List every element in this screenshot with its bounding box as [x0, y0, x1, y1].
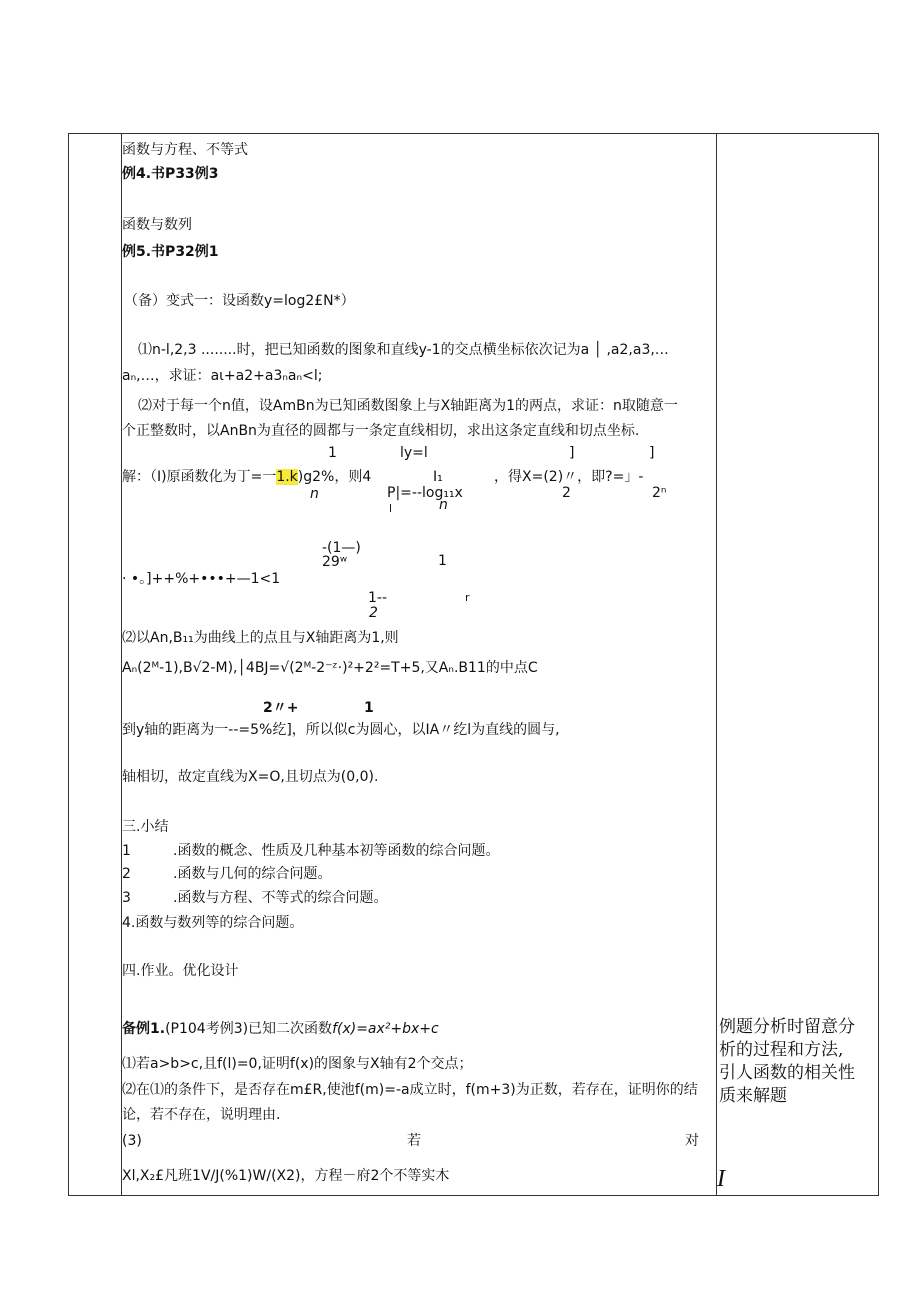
solution-two-n: 2ⁿ: [652, 485, 667, 501]
fraction-below: 1--: [368, 590, 388, 606]
fraction-numerator: -(1—): [322, 540, 361, 556]
summary-item-1-num: 1: [122, 843, 131, 859]
solution-bracket-1: ]: [569, 445, 575, 461]
summary-item-2-num: 2: [122, 866, 131, 882]
side-mark: I: [717, 1166, 725, 1192]
part-2-solution-line2: Aₙ(2ᴹ-1),B√2-M),│4BJ=√(2ᴹ-2⁻ᶻ·)²+2²=T+5,又Aₙ.B11的中点C: [122, 660, 538, 676]
teaching-note: [719, 1016, 877, 1108]
fraction-one: 1: [438, 553, 447, 569]
question-3-line2: Xl,X₂£凡班1V/J(%1)W/(X2)，方程－府2个不等实木: [122, 1168, 450, 1184]
solution-result: ，得X=(2)〃，即?=」-: [494, 469, 644, 485]
question-3-num: (3): [122, 1133, 142, 1149]
part-2-solution-line3: 到y轴的距离为一--=5%纥]，所以似c为圆心，以IA〃纥l为直线的圆与,: [122, 722, 560, 738]
solution-line: [122, 469, 371, 485]
fraction-r: r: [465, 591, 470, 604]
variant-title: （备）变式一：设函数y=log2£N*）: [124, 293, 355, 309]
question-2-line1: ⑵在⑴的条件下，是否存在m£R,使池f(m)=-a成立时，f(m+3)为正数，若存在，证明你的结: [122, 1082, 698, 1098]
backup-example-source: (P104考例3)已知二次函数: [165, 1021, 333, 1037]
solution-l1: I₁: [433, 469, 443, 485]
solution-l-small: l: [389, 502, 393, 515]
summary-title: 三.小结: [122, 819, 169, 835]
solution-prefix: 解：（I)原函数化为丁=一: [122, 469, 277, 485]
column-divider-right: [716, 133, 717, 1196]
solution-highlight: 1.k: [276, 469, 298, 485]
problem-part-1-line1: ⑴n-l,2,3 ........时，把已知函数的图象和直线y-1的交点横坐标依次记为a │ ,a2,a3,…: [138, 342, 669, 358]
homework-title: 四.作业。优化设计: [122, 963, 239, 979]
summary-item-3: .函数与方程、不等式的综合问题。: [173, 890, 388, 906]
example-4: 例4.书P33例3: [122, 166, 219, 182]
problem-part-2-line2: 个正整数时，以AnBn为直径的圆都与一条定直线相切，求出这条定直线和切点坐标.: [122, 423, 640, 439]
summary-item-2: .函数与几何的综合问题。: [173, 866, 332, 882]
fraction-below-2: 2: [369, 605, 378, 621]
solution-frac-top-ly: ly=l: [400, 445, 428, 461]
example-5: 例5.书P32例1: [122, 244, 219, 260]
backup-example-title: [122, 1021, 439, 1037]
problem-part-1-line2: aₙ,…，求证：aι+a2+a3ₙaₙ<l;: [122, 368, 323, 384]
fraction-denominator: 29ʷ: [322, 554, 348, 570]
solution-plog: P|=--log₁₁x: [387, 485, 463, 501]
part-2-solution-line1: ⑵以An,B₁₁为曲线上的点且与X轴距离为1,则: [122, 630, 399, 646]
question-3-ruo: 若: [407, 1133, 421, 1149]
solution-frac-top-1: 1: [328, 445, 337, 461]
solution-suffix: )g2%，则4: [297, 469, 372, 485]
part-2-solution-line4: 轴相切，故定直线为X=O,且切点为(0,0).: [122, 769, 379, 785]
solution-two: 2: [562, 485, 571, 501]
part-2-frac-num-b: 1: [364, 700, 374, 716]
question-2-line2: 论，若不存在，说明理由.: [122, 1107, 281, 1123]
backup-example-formula: f(x)=ax²+bx+c: [332, 1021, 439, 1037]
backup-example-label: 备例1.: [122, 1021, 166, 1037]
summary-item-4: 4.函数与数列等的综合问题。: [122, 915, 304, 931]
topic-function-sequence: 函数与数列: [122, 217, 192, 233]
question-3-dui: 对: [685, 1133, 699, 1149]
sum-inequality: · •。]++%+•••+—1<1: [122, 571, 281, 587]
solution-n-2: n: [439, 497, 448, 513]
summary-item-1: .函数的概念、性质及几种基本初等函数的综合问题。: [173, 843, 500, 859]
problem-part-2-line1: ⑵对于每一个n值，设AmBn为已知函数图象上与X轴距离为1的两点，求证：n取随意一: [138, 398, 678, 414]
solution-n-1: n: [310, 486, 319, 502]
note-line-4: 质来解题: [719, 1086, 787, 1106]
note-line-1: 例题分析时留意分: [719, 1017, 855, 1037]
question-1: ⑴若a>b>c,且f(l)=0,证明f(x)的图象与X轴有2个交点；: [122, 1056, 473, 1072]
note-line-3: 引人函数的相关性: [719, 1063, 855, 1083]
solution-bracket-2: ]: [649, 445, 655, 461]
note-line-2: 析的过程和方法,: [719, 1040, 844, 1060]
summary-item-3-num: 3: [122, 890, 131, 906]
part-2-frac-num-a: 2〃+: [263, 700, 299, 716]
topic-function-equation: 函数与方程、不等式: [122, 142, 248, 158]
